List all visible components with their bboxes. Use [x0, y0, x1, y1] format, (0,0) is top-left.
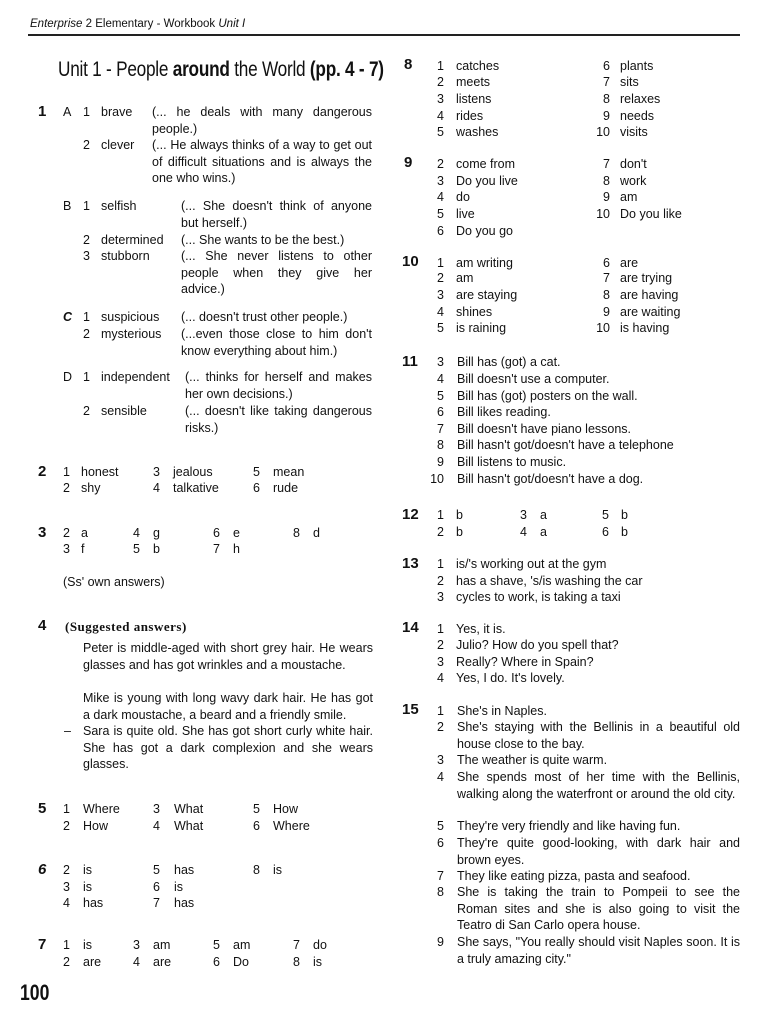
item-number: 8 — [437, 438, 444, 452]
item-answer: is — [273, 863, 283, 877]
item-number: 6 — [153, 880, 160, 894]
item-number: 2 — [437, 271, 444, 285]
item-number: 1 — [63, 802, 70, 816]
item-number: 7 — [437, 422, 444, 436]
item-answer: Bill hasn't got/doesn't have a dog. — [457, 472, 644, 486]
item-answer: am — [620, 190, 638, 204]
item-number: 5 — [437, 321, 444, 335]
item-number: 5 — [213, 938, 220, 952]
item-number: 7 — [603, 271, 610, 285]
item-number: 7 — [603, 157, 610, 171]
item-answer: She spends most of her time with the Bellinis, walking along the waterfront or around the old city. — [457, 770, 740, 801]
item-number: 3 — [437, 355, 444, 369]
item-number: 2 — [83, 138, 90, 152]
item-number: 8 — [603, 92, 610, 106]
item-number: 7 — [153, 896, 160, 910]
item-definition: (... She doesn't think of anyone but herself.) — [181, 199, 372, 230]
item-number: 5 — [437, 389, 444, 403]
dash-mark: – — [64, 724, 71, 738]
item-definition: (... She never listens to other people when they give her advice.) — [181, 249, 372, 296]
item-number: 1 — [83, 199, 90, 213]
item-word: determined — [101, 233, 164, 247]
item-answer: cycles to work, is taking a taxi — [456, 590, 621, 604]
item-answer: Really? Where in Spain? — [456, 655, 594, 669]
item-number: 2 — [83, 404, 90, 418]
item-number: 2 — [83, 233, 90, 247]
item-answer: is — [174, 880, 184, 894]
item-number: 7 — [603, 75, 610, 89]
item-definition: (... She wants to be the best.) — [181, 233, 345, 247]
group-label: A — [63, 105, 72, 119]
item-answer: live — [456, 207, 475, 221]
item-number: 2 — [63, 819, 70, 833]
item-word: brave — [101, 105, 133, 119]
item-number: 3 — [520, 508, 527, 522]
item-number: 7 — [213, 542, 220, 556]
running-header — [30, 18, 245, 30]
item-number: 3 — [437, 655, 444, 669]
item-answer: sits — [620, 75, 639, 89]
item-number: 2 — [437, 525, 444, 539]
item-answer: Bill doesn't use a computer. — [457, 372, 610, 386]
item-number: 5 — [153, 863, 160, 877]
item-answer: listens — [456, 92, 492, 106]
item-number: 6 — [603, 59, 610, 73]
item-number: 9 — [437, 455, 444, 469]
item-number: 1 — [437, 508, 444, 522]
exercise-number: 10 — [402, 253, 419, 270]
page-title: Unit 1 - People around the World (pp. 4 - 7) — [58, 58, 384, 81]
item-number: 8 — [253, 863, 260, 877]
exercise-number: 13 — [402, 555, 419, 572]
item-number: 5 — [437, 207, 444, 221]
item-answer: talkative — [173, 481, 219, 495]
item-word: suspicious — [101, 310, 160, 324]
item-number: 6 — [253, 481, 260, 495]
item-answer: How — [83, 819, 109, 833]
item-answer: The weather is quite warm. — [457, 753, 608, 767]
item-number: 4 — [520, 525, 527, 539]
exercise-number: 11 — [402, 353, 418, 370]
item-answer: are — [83, 955, 102, 969]
item-answer: is — [83, 938, 93, 952]
item-number: 2 — [83, 327, 90, 341]
item-answer: Do you go — [456, 224, 513, 238]
item-number: 5 — [133, 542, 140, 556]
item-answer: Do you live — [456, 174, 518, 188]
item-answer: are staying — [456, 288, 518, 302]
item-number: 2 — [437, 638, 444, 652]
header-rule — [28, 34, 740, 36]
item-number: 10 — [596, 207, 610, 221]
item-answer: rides — [456, 109, 484, 123]
item-definition: (... doesn't trust other people.) — [181, 310, 348, 324]
item-answer: Yes, it is. — [456, 622, 506, 636]
item-word: clever — [101, 138, 135, 152]
item-number: 4 — [63, 896, 70, 910]
item-number: 2 — [63, 863, 70, 877]
group-label: B — [63, 199, 72, 213]
item-number: 6 — [602, 525, 609, 539]
item-number: 9 — [603, 305, 610, 319]
paragraph: Peter is middle-aged with short grey hair. He wears glasses and has got wrinkles and a moustache. — [83, 641, 373, 672]
item-answer: meets — [456, 75, 491, 89]
item-number: 5 — [253, 802, 260, 816]
item-answer: is — [83, 863, 93, 877]
item-number: 7 — [293, 938, 300, 952]
item-answer: mean — [273, 465, 305, 479]
group-label: C — [63, 310, 73, 324]
exercise-number: 4 — [38, 617, 47, 634]
item-number: 8 — [293, 526, 300, 540]
item-answer: Bill has (got) a cat. — [457, 355, 561, 369]
item-number: 5 — [437, 125, 444, 139]
exercise-number: 15 — [402, 701, 419, 718]
item-definition: (... doesn't like taking dangerous risks.) — [185, 404, 372, 435]
item-answer: do — [456, 190, 470, 204]
item-answer: has — [83, 896, 104, 910]
item-number: 3 — [153, 465, 160, 479]
item-answer: is/'s working out at the gym — [456, 557, 607, 571]
section-heading: (Suggested answers) — [65, 619, 187, 634]
item-answer: has — [174, 863, 195, 877]
item-answer: relaxes — [620, 92, 661, 106]
note: (Ss' own answers) — [63, 575, 165, 589]
item-answer: a — [540, 525, 547, 539]
item-answer: She's staying with the Bellinis in a beautiful old house close to the bay. — [457, 720, 740, 751]
item-number: 6 — [253, 819, 260, 833]
item-number: 2 — [437, 720, 444, 734]
item-answer: They like eating pizza, pasta and seafood. — [457, 869, 691, 883]
exercise-number: 14 — [402, 619, 419, 636]
item-number: 4 — [437, 770, 444, 784]
item-answer: am — [456, 271, 474, 285]
item-number: 4 — [437, 190, 444, 204]
item-word: independent — [101, 370, 170, 384]
item-number: 6 — [213, 526, 220, 540]
paragraph: Sara is quite old. She has got short curly white hair. She has got a dark complexion and she wears glasses. — [83, 724, 373, 771]
item-number: 1 — [437, 256, 444, 270]
item-answer: a — [540, 508, 547, 522]
item-answer: How — [273, 802, 299, 816]
item-number: 4 — [153, 481, 160, 495]
item-answer: jealous — [173, 465, 213, 479]
exercise-number: 1 — [38, 103, 47, 120]
item-number: 4 — [153, 819, 160, 833]
item-answer: She is taking the train to Pompeii to see the Roman sites and she is also going to visit the Teatro di San Carlo opera house. — [457, 885, 740, 932]
exercise-number: 5 — [38, 800, 47, 817]
item-number: 6 — [437, 836, 444, 850]
item-word: mysterious — [101, 327, 162, 341]
item-number: 1 — [63, 938, 70, 952]
item-answer: What — [174, 802, 204, 816]
item-number: 4 — [437, 305, 444, 319]
item-number: 3 — [437, 288, 444, 302]
item-number: 2 — [437, 75, 444, 89]
item-word: stubborn — [101, 249, 150, 263]
item-number: 6 — [437, 224, 444, 238]
item-number: 5 — [602, 508, 609, 522]
item-number: 3 — [437, 92, 444, 106]
item-number: 3 — [133, 938, 140, 952]
item-answer: catches — [456, 59, 500, 73]
item-answer: e — [233, 526, 240, 540]
item-number: 9 — [437, 935, 444, 949]
item-answer: They're very friendly and like having fun. — [457, 819, 681, 833]
item-answer: Bill listens to music. — [457, 455, 567, 469]
item-number: 9 — [603, 109, 610, 123]
item-answer: Julio? How do you spell that? — [456, 638, 619, 652]
item-answer: are waiting — [620, 305, 681, 319]
paragraph: Mike is young with long wavy dark hair. He has got a dark moustache, a beard and a friendly smile. — [83, 691, 373, 722]
item-definition: (...even those close to him don't know everything about him.) — [181, 327, 372, 358]
page-number: 100 — [20, 980, 50, 1005]
item-answer: g — [153, 526, 160, 540]
item-answer: Do you like — [620, 207, 682, 221]
item-answer: d — [313, 526, 320, 540]
item-number: 4 — [133, 526, 140, 540]
item-number: 6 — [437, 405, 444, 419]
exercise-number: 12 — [402, 506, 419, 523]
item-number: 2 — [437, 157, 444, 171]
item-answer: am — [153, 938, 171, 952]
item-number: 1 — [437, 59, 444, 73]
item-answer: come from — [456, 157, 516, 171]
item-word: sensible — [101, 404, 147, 418]
item-word: selfish — [101, 199, 137, 213]
item-number: 1 — [437, 557, 444, 571]
item-answer: Where — [273, 819, 310, 833]
item-number: 10 — [430, 472, 444, 486]
item-answer: shy — [81, 481, 101, 495]
item-number: 5 — [253, 465, 260, 479]
item-number: 3 — [437, 753, 444, 767]
item-answer: are having — [620, 288, 679, 302]
item-number: 9 — [603, 190, 610, 204]
item-answer: are — [620, 256, 639, 270]
item-answer: b — [153, 542, 160, 556]
item-answer: work — [620, 174, 647, 188]
group-label: D — [63, 370, 73, 384]
item-answer: do — [313, 938, 327, 952]
item-answer: b — [456, 525, 463, 539]
item-number: 10 — [596, 321, 610, 335]
item-answer: are — [153, 955, 172, 969]
item-number: 1 — [437, 704, 444, 718]
item-answer: b — [456, 508, 463, 522]
item-answer: is — [83, 880, 93, 894]
item-answer: am — [233, 938, 251, 952]
item-answer: is having — [620, 321, 670, 335]
item-number: 2 — [63, 526, 70, 540]
item-definition: (... thinks for herself and makes her own decisions.) — [185, 370, 372, 401]
item-number: 10 — [596, 125, 610, 139]
item-number: 3 — [153, 802, 160, 816]
item-number: 2 — [437, 574, 444, 588]
item-answer: is — [313, 955, 323, 969]
item-number: 3 — [63, 542, 70, 556]
exercise-number: 3 — [38, 524, 47, 541]
exercise-number: 6 — [38, 861, 47, 878]
item-answer: Where — [83, 802, 120, 816]
item-answer: has a shave, 's/is washing the car — [456, 574, 643, 588]
item-number: 7 — [437, 869, 444, 883]
item-number: 3 — [63, 880, 70, 894]
item-answer: needs — [620, 109, 655, 123]
item-number: 6 — [213, 955, 220, 969]
item-answer: rude — [273, 481, 299, 495]
item-answer: shines — [456, 305, 493, 319]
item-number: 4 — [437, 109, 444, 123]
item-answer: don't — [620, 157, 647, 171]
item-answer: Bill hasn't got/doesn't have a telephone — [457, 438, 674, 452]
item-answer: washes — [456, 125, 499, 139]
exercise-number: 9 — [404, 154, 413, 171]
item-number: 6 — [603, 256, 610, 270]
item-number: 4 — [133, 955, 140, 969]
item-answer: Bill likes reading. — [457, 405, 551, 419]
item-number: 1 — [83, 310, 90, 324]
item-answer: are trying — [620, 271, 673, 285]
item-number: 4 — [437, 671, 444, 685]
item-answer: honest — [81, 465, 119, 479]
item-answer: h — [233, 542, 240, 556]
item-number: 8 — [603, 174, 610, 188]
item-number: 5 — [437, 819, 444, 833]
item-definition: (... he deals with many dangerous people.) — [152, 105, 372, 136]
item-answer: Yes, I do. It's lovely. — [456, 671, 565, 685]
item-number: 3 — [83, 249, 90, 263]
item-number: 1 — [83, 105, 90, 119]
item-answer: Bill doesn't have piano lessons. — [457, 422, 632, 436]
item-number: 1 — [83, 370, 90, 384]
item-answer: b — [621, 508, 628, 522]
item-number: 8 — [603, 288, 610, 302]
exercise-number: 8 — [404, 56, 413, 73]
item-number: 2 — [63, 481, 70, 495]
item-number: 1 — [63, 465, 70, 479]
item-number: 4 — [437, 372, 444, 386]
header-rest: 2 Elementary - Workbook — [85, 18, 216, 30]
header-brand: Enterprise — [30, 18, 83, 30]
item-answer: is raining — [456, 321, 507, 335]
item-answer: am writing — [456, 256, 513, 270]
item-answer: a — [81, 526, 88, 540]
item-definition: (... He always thinks of a way to get out of difficult situations and is always the one who wins.) — [152, 138, 372, 185]
item-answer: b — [621, 525, 628, 539]
item-answer: Do — [233, 955, 249, 969]
item-answer: visits — [620, 125, 648, 139]
item-answer: They're quite good-looking, with dark hair and brown eyes. — [457, 836, 740, 867]
item-number: 3 — [437, 174, 444, 188]
item-number: 1 — [437, 622, 444, 636]
item-answer: f — [81, 542, 85, 556]
item-number: 8 — [437, 885, 444, 899]
item-number: 2 — [63, 955, 70, 969]
item-answer: What — [174, 819, 204, 833]
item-answer: She says, "You really should visit Naples soon. It is a truly amazing city." — [457, 935, 740, 966]
item-answer: has — [174, 896, 195, 910]
item-answer: Bill has (got) posters on the wall. — [457, 389, 638, 403]
exercise-number: 7 — [38, 936, 47, 953]
header-unit: Unit I — [218, 18, 246, 30]
exercise-number: 2 — [38, 463, 47, 480]
item-answer: plants — [620, 59, 654, 73]
item-number: 3 — [437, 590, 444, 604]
item-number: 8 — [293, 955, 300, 969]
item-answer: She's in Naples. — [457, 704, 547, 718]
